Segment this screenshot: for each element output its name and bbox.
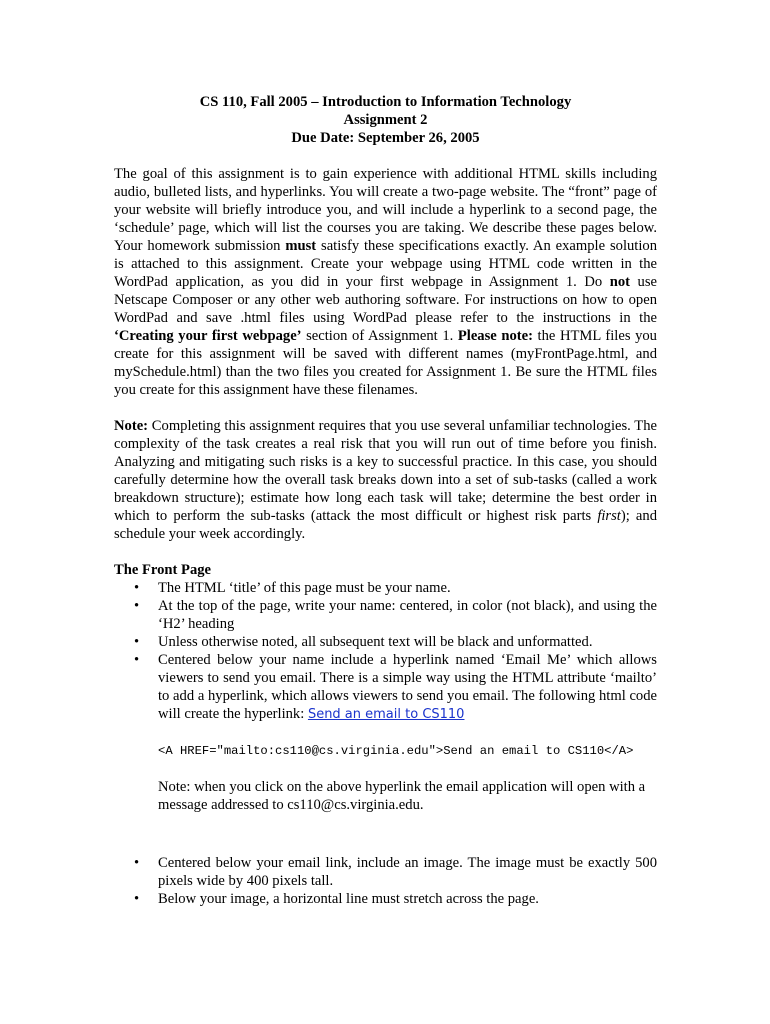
course-title: CS 110, Fall 2005 – Introduction to Information Technology xyxy=(199,94,572,110)
bullet-icon: • xyxy=(134,855,140,871)
front-page-list xyxy=(114,579,657,908)
bullet-icon: • xyxy=(134,891,140,907)
bullet-icon: • xyxy=(134,652,140,668)
front-page-heading: The Front Page xyxy=(114,562,212,578)
list-item xyxy=(114,579,657,597)
note-first: first xyxy=(597,508,621,524)
assignment-number: Assignment 2 xyxy=(343,112,428,128)
document-title xyxy=(114,93,657,147)
email-hyperlink[interactable]: Send an email to CS110 xyxy=(307,707,465,722)
list-item xyxy=(114,651,657,814)
list-item-text: Unless otherwise noted, all subsequent text will be black and unformatted. xyxy=(158,634,593,650)
list-item-text: The HTML ‘title’ of this page must be your name. xyxy=(158,580,451,596)
list-item-text: Below your image, a horizontal line must stretch across the page. xyxy=(158,891,539,907)
mailto-code-sample: <A HREF="mailto:cs110@cs.virginia.edu">Send an email to CS110</A> xyxy=(158,744,634,758)
bullet-icon: • xyxy=(134,598,140,614)
intro-text-4: section of Assignment 1. xyxy=(301,328,458,344)
list-item xyxy=(114,597,657,633)
list-item xyxy=(114,854,657,890)
intro-paragraph xyxy=(114,165,657,399)
intro-not: not xyxy=(609,274,630,290)
intro-text-2: satisfy these specifications exactly. An example solution is attached to this assignment. Create your webpage using HTML code written in the WordPad application, as you did in your first webpage in Assignment 1. Do xyxy=(114,238,658,290)
list-item-text: Centered below your name include a hyperlink named ‘Email Me’ which allows viewers to send you email. There is a simple way using the HTML attribute ‘mailto’ to add a hyperlink, which allows viewers to send you email. The following html code will create the hyperlink: xyxy=(158,652,657,722)
bullet-icon: • xyxy=(134,580,140,596)
due-date: Due Date: September 26, 2005 xyxy=(291,130,480,146)
mailto-note: Note: when you click on the above hyperlink the email application will open with a message addressed to cs110@cs.virginia.edu. xyxy=(158,779,646,813)
document-page xyxy=(114,93,657,908)
intro-section-ref: ‘Creating your first webpage’ xyxy=(114,328,302,344)
intro-text-5: the HTML files you create for this assignment will be saved with different names (myFrontPage.html, and mySchedule.html) than the two files you created for Assignment 1. Be sure the HTML files you create for this assignment have these filenames. xyxy=(114,328,657,398)
list-item-text: Centered below your email link, include an image. The image must be exactly 500 pixels wide by 400 pixels tall. xyxy=(158,855,657,889)
note-text-1: Completing this assignment requires that you use several unfamiliar technologies. The complexity of the task creates a real risk that you will run out of time before you finish. Analyzing and mitigating such risks is a key to successful practice. In this case, you should carefully determine how the overall task breaks down into a set of sub-tasks (called a work breakdown structure); estimate how long each task will take; determine the best order in which to perform the sub-tasks (attack the most difficult or highest risk parts xyxy=(114,418,657,524)
note-paragraph xyxy=(114,417,657,543)
list-item xyxy=(114,633,657,651)
intro-must: must xyxy=(285,238,317,254)
intro-text-3: use Netscape Composer or any other web authoring software. For instructions on how to open WordPad and save .html files using WordPad please refer to the instructions in the xyxy=(114,274,657,326)
bullet-icon: • xyxy=(134,634,140,650)
intro-please-note: Please note: xyxy=(457,328,533,344)
note-label: Note: xyxy=(114,418,149,434)
list-item-text: At the top of the page, write your name: centered, in color (not black), and using the ‘H2’ heading xyxy=(158,598,657,632)
list-item xyxy=(114,890,657,908)
intro-text-1: The goal of this assignment is to gain experience with additional HTML skills including audio, bulleted lists, and hyperlinks. You will create a two-page website. The “front” page of your website will briefly introduce you, and will include a hyperlink to a second page, the ‘schedule’ page, which will list the courses you are taking. We describe these pages below. Your homework submission xyxy=(114,166,657,254)
note-text-2: ); and schedule your week accordingly. xyxy=(114,508,657,542)
